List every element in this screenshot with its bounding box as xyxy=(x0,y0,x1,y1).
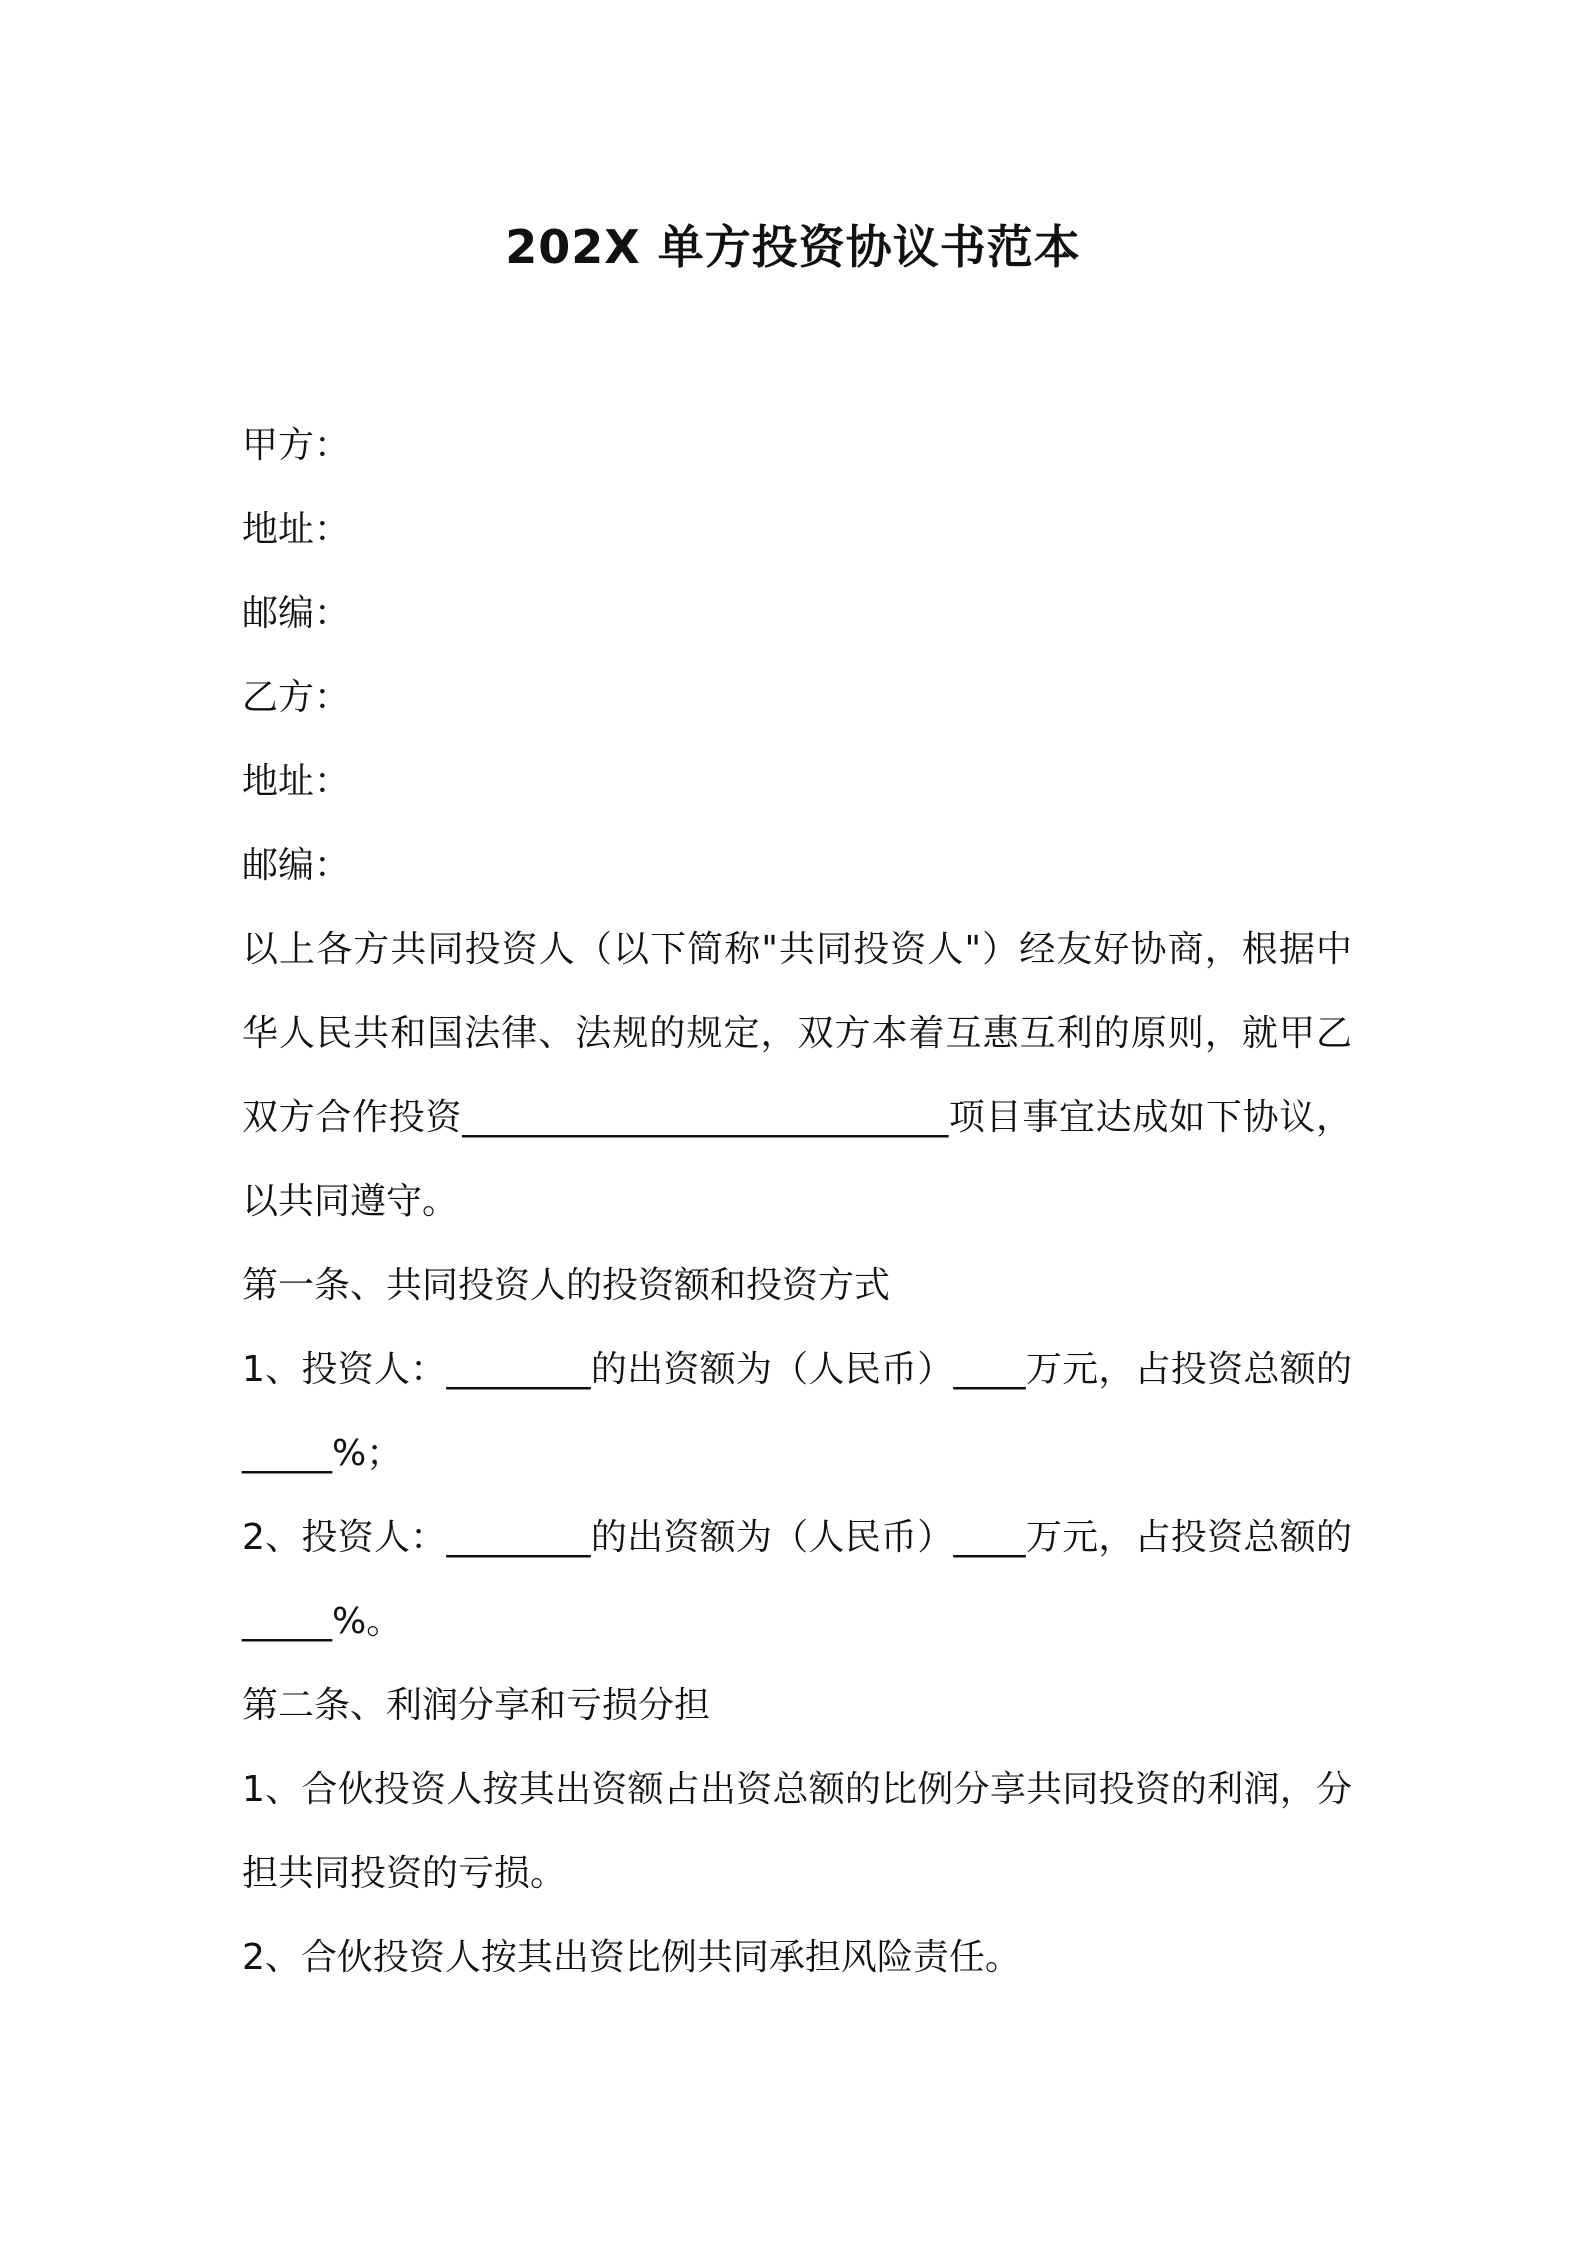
preamble-paragraph: 以上各方共同投资人（以下简称"共同投资人"）经友好协商，根据中华人民共和国法律、法规的规定，双方本着互惠互利的原则，就甲乙双方合作投资___________________________项目事宜达成如下协议，以共同遵守。 xyxy=(242,929,1352,1222)
party-a-postcode-label: 邮编： xyxy=(242,593,351,634)
party-a-address-label: 地址： xyxy=(242,509,351,550)
article-1-heading: 第一条、共同投资人的投资额和投资方式 xyxy=(242,1265,891,1306)
party-a-name-label: 甲方： xyxy=(242,425,351,466)
party-b-name-label: 乙方： xyxy=(242,677,351,718)
article-2-clause-1: 1、合伙投资人按其出资额占出资总额的比例分享共同投资的利润，分担共同投资的亏损。 xyxy=(242,1769,1352,1894)
article-2-clause-2: 2、合伙投资人按其出资比例共同承担风险责任。 xyxy=(242,1937,1021,1978)
article-1-clause-2: 2、投资人：________的出资额为（人民币）____万元，占投资总额的_____%。 xyxy=(242,1517,1352,1642)
party-b-postcode-label: 邮编： xyxy=(242,845,351,886)
article-1-clause-1: 1、投资人：________的出资额为（人民币）____万元，占投资总额的_____%； xyxy=(242,1349,1352,1474)
document-title: 202X 单方投资协议书范本 xyxy=(505,220,1081,274)
document-body xyxy=(242,404,1352,2000)
article-2-heading: 第二条、利润分享和亏损分担 xyxy=(242,1685,711,1726)
party-b-address-label: 地址： xyxy=(242,761,351,802)
